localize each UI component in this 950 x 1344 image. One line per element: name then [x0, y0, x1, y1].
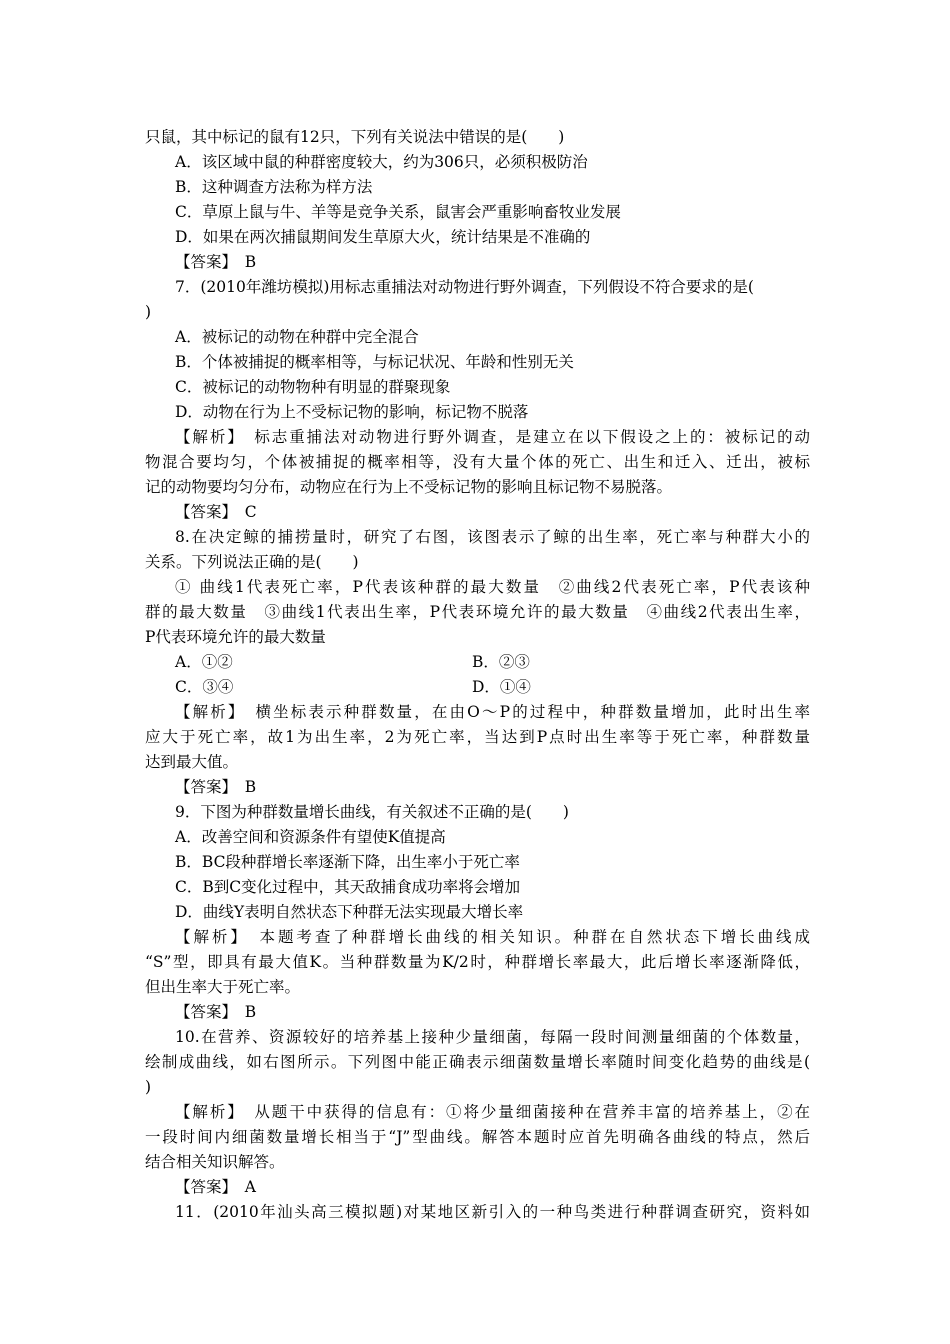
- analysis-line: 【解析】 从题干中获得的信息有：①将少量细菌接种在营养丰富的培养基上，②在: [175, 1103, 810, 1121]
- option-line: A．改善空间和资源条件有望使K值提高: [175, 828, 446, 846]
- answer-line: 【答案】 B: [175, 1003, 257, 1021]
- option-line: A．该区域中鼠的种群密度较大，约为306只，必须积极防治: [175, 153, 588, 171]
- answer-line: 【答案】 C: [175, 503, 257, 521]
- text-line: 关系。下列说法正确的是( ): [145, 553, 359, 571]
- analysis-line: 达到最大值。: [145, 753, 239, 771]
- statement-line: P代表环境允许的最大数量: [145, 628, 326, 646]
- analysis-line: 但出生率大于死亡率。: [145, 978, 301, 996]
- text-line: 只鼠，其中标记的鼠有12只，下列有关说法中错误的是( ): [145, 128, 565, 146]
- analysis-line: 应大于死亡率，故1为出生率，2为死亡率，当达到P点时出生率等于死亡率，种群数量: [145, 728, 810, 746]
- option-d: D．①④: [472, 678, 531, 696]
- text-line: ): [145, 303, 152, 321]
- option-line: B．BC段种群增长率逐渐下降，出生率小于死亡率: [175, 853, 520, 871]
- question-line: 8.在决定鲸的捕捞量时，研究了右图，该图表示了鲸的出生率，死亡率与种群大小的: [175, 528, 810, 546]
- question-line: 绘制成曲线，如右图所示。下列图中能正确表示细菌数量增长率随时间变化趋势的曲线是(: [145, 1053, 810, 1071]
- question-line: 11．(2010年汕头高三模拟题)对某地区新引入的一种鸟类进行种群调查研究，资料如: [175, 1203, 810, 1221]
- option-c: C．③④: [175, 678, 234, 696]
- option-line: B．个体被捕捉的概率相等，与标记状况、年龄和性别无关: [175, 353, 574, 371]
- option-a: A．①②: [175, 653, 233, 671]
- answer-line: 【答案】 A: [175, 1178, 256, 1196]
- option-b: B．②③: [472, 653, 530, 671]
- analysis-line: “S”型，即具有最大值K。当种群数量为K/2时，种群增长率最大，此后增长率逐渐降低，: [145, 953, 810, 971]
- text-line: ): [145, 1078, 152, 1096]
- analysis-line: 【解析】 标志重捕法对动物进行野外调查，是建立在以下假设之上的：被标记的动: [175, 428, 810, 446]
- analysis-line: 结合相关知识解答。: [145, 1153, 285, 1171]
- statement-line: ① 曲线1代表死亡率，P代表该种群的最大数量 ②曲线2代表死亡率，P代表该种: [175, 578, 810, 596]
- option-line: C．被标记的动物物种有明显的群聚现象: [175, 378, 451, 396]
- option-line: [175, 675, 810, 700]
- question-line: 9．下图为种群数量增长曲线，有关叙述不正确的是( ): [175, 803, 569, 821]
- analysis-line: 记的动物要均匀分布，动物应在行为上不受标记物的影响且标记物不易脱落。: [145, 478, 673, 496]
- option-line: D．动物在行为上不受标记物的影响，标记物不脱落: [175, 403, 529, 421]
- statement-line: 群的最大数量 ③曲线1代表出生率，P代表环境允许的最大数量 ④曲线2代表出生率，: [145, 603, 810, 621]
- analysis-line: 【解析】 本题考查了种群增长曲线的相关知识。种群在自然状态下增长曲线成: [175, 928, 810, 946]
- analysis-line: 物混合要均匀，个体被捕捉的概率相等，没有大量个体的死亡、出生和迁入、迁出，被标: [145, 453, 810, 471]
- option-line: [175, 650, 810, 675]
- question-line: 7．(2010年潍坊模拟)用标志重捕法对动物进行野外调查，下列假设不符合要求的是(: [175, 278, 754, 296]
- answer-line: 【答案】 B: [175, 253, 257, 271]
- option-line: D．曲线Y表明自然状态下种群无法实现最大增长率: [175, 903, 524, 921]
- analysis-line: 【解析】 横坐标表示种群数量，在由O～P的过程中，种群数量增加，此时出生率: [175, 703, 810, 721]
- option-line: D．如果在两次捕鼠期间发生草原大火，统计结果是不准确的: [175, 228, 591, 246]
- option-line: C．草原上鼠与牛、羊等是竞争关系，鼠害会严重影响畜牧业发展: [175, 203, 621, 221]
- analysis-line: 一段时间内细菌数量增长相当于“J”型曲线。解答本题时应首先明确各曲线的特点，然后: [145, 1128, 810, 1146]
- option-line: B．这种调查方法称为样方法: [175, 178, 373, 196]
- option-line: A．被标记的动物在种群中完全混合: [175, 328, 419, 346]
- question-line: 10.在营养、资源较好的培养基上接种少量细菌，每隔一段时间测量细菌的个体数量，: [175, 1028, 810, 1046]
- option-line: C．B到C变化过程中，其天敌捕食成功率将会增加: [175, 878, 521, 896]
- answer-line: 【答案】 B: [175, 778, 257, 796]
